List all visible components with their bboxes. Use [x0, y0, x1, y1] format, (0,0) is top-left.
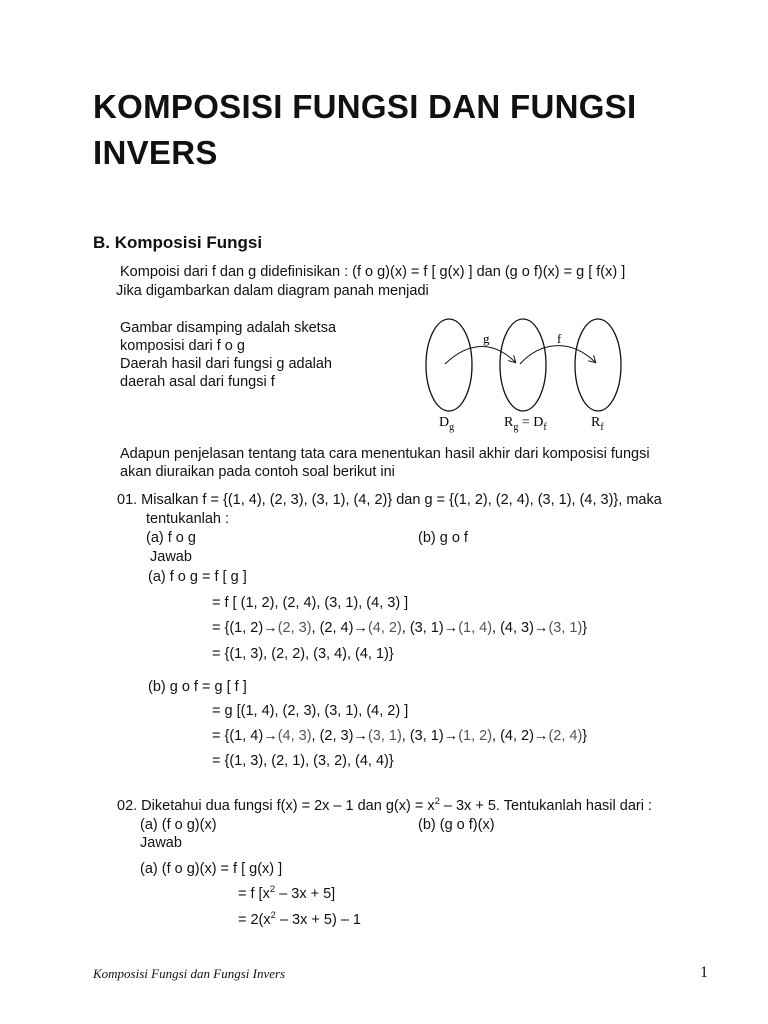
problem2-option-b: (b) (g o f)(x)	[418, 817, 495, 833]
figure-text-line: daerah asal dari fungsi f	[120, 374, 275, 390]
problem2-statement: 02. Diketahui dua fungsi f(x) = 2x – 1 dan $g(x) = x^2 - 3x + 5$. Tentukanlah hasil dari :	[117, 796, 653, 814]
page-title	[93, 84, 636, 176]
problem1-answer-label: Jawab	[150, 549, 192, 565]
problem1-statement-cont: tentukanlah :	[146, 511, 230, 527]
problem2-a-step: = $2(x^2 - 3x + 5) - 1$	[238, 910, 361, 928]
problem1-b-result: = {(1, 3), (2, 1), (3, 2), (4, 4)}	[212, 753, 394, 769]
page-title-line1: KOMPOSISI FUNGSI DAN FUNGSI	[93, 88, 637, 125]
problem1-a-step: (a) f o g = f [ g ]	[148, 569, 247, 585]
problem1-option-a: (a) f o g	[146, 530, 196, 546]
problem2-a-step: (a) (f o g)(x) = f [ g(x) ]	[140, 861, 283, 877]
arrow-diagram	[415, 312, 655, 438]
domain-g-ellipse	[426, 319, 472, 411]
definition-text: Kompoisi dari f dan g didefinisikan : (f o g)(x) = f [ g(x) ] dan (g o f)(x) = g [ f(x) ]	[120, 264, 626, 280]
problem1-a-result: = {(1, 3), (2, 2), (3, 4), (4, 1)}	[212, 646, 394, 662]
page-number: 1	[700, 964, 708, 981]
arrow-g	[445, 347, 515, 365]
explanation-line: akan diuraikan pada contoh soal berikut ini	[120, 464, 395, 480]
range-f-ellipse	[575, 319, 621, 411]
figure-text-line: Daerah hasil dari fungsi g adalah	[120, 356, 332, 372]
range-g-ellipse	[500, 319, 546, 411]
problem1-b-step: (b) g o f = g [ f ]	[148, 679, 247, 695]
footer-title: Komposisi Fungsi dan Fungsi Invers	[93, 966, 286, 981]
problem1-a-mapping: = {(1, 2)→(2, 3), (2, 4)→(4, 2), (3, 1)→(1, 4), (4, 3)→(3, 1)}	[212, 620, 588, 636]
arrow-g-label: g	[483, 331, 490, 346]
problem1-statement: 01. Misalkan f = {(1, 4), (2, 3), (3, 1), (4, 2)} dan g = {(1, 2), (2, 4), (3, 1), (4, 3)}, maka	[117, 492, 662, 508]
range-f-label: $R_f$	[591, 415, 604, 433]
problem1-option-b: (b) g o f	[418, 530, 468, 546]
explanation-text	[120, 445, 650, 481]
problem1-b-step: = g [(1, 4), (2, 3), (3, 1), (4, 2) ]	[212, 703, 409, 719]
problem1-b-mapping: = {(1, 4)→(4, 3), (2, 3)→(3, 1), (3, 1)→(1, 2), (4, 2)→(2, 4)}	[212, 728, 588, 744]
problem2-a-step: = f $[x^2 - 3x + 5]$	[238, 884, 336, 902]
domain-g-label: $D_g$	[439, 415, 455, 433]
page-title-line2: INVERS	[93, 134, 218, 171]
explanation-line: Adapun penjelasan tentang tata cara menentukan hasil akhir dari komposisi fungsi	[120, 446, 650, 462]
problem2-answer-label: Jawab	[140, 835, 182, 851]
section-heading: B. Komposisi Fungsi	[93, 233, 263, 252]
arrow-f	[520, 346, 595, 364]
range-g-domain-f-label: $R_g = D_f$	[504, 415, 547, 433]
figure-text-line: Gambar disamping adalah sketsa	[120, 320, 337, 336]
problem2-option-a: (a) (f o g)(x)	[140, 817, 217, 833]
arrow-f-label: f	[557, 331, 562, 346]
diagram-intro-text: Jika digambarkan dalam diagram panah menjadi	[116, 283, 429, 299]
figure-text-line: komposisi dari f o g	[120, 338, 245, 354]
problem1-a-step: = f [ (1, 2), (2, 4), (3, 1), (4, 3) ]	[212, 595, 409, 611]
figure-description	[120, 319, 336, 391]
